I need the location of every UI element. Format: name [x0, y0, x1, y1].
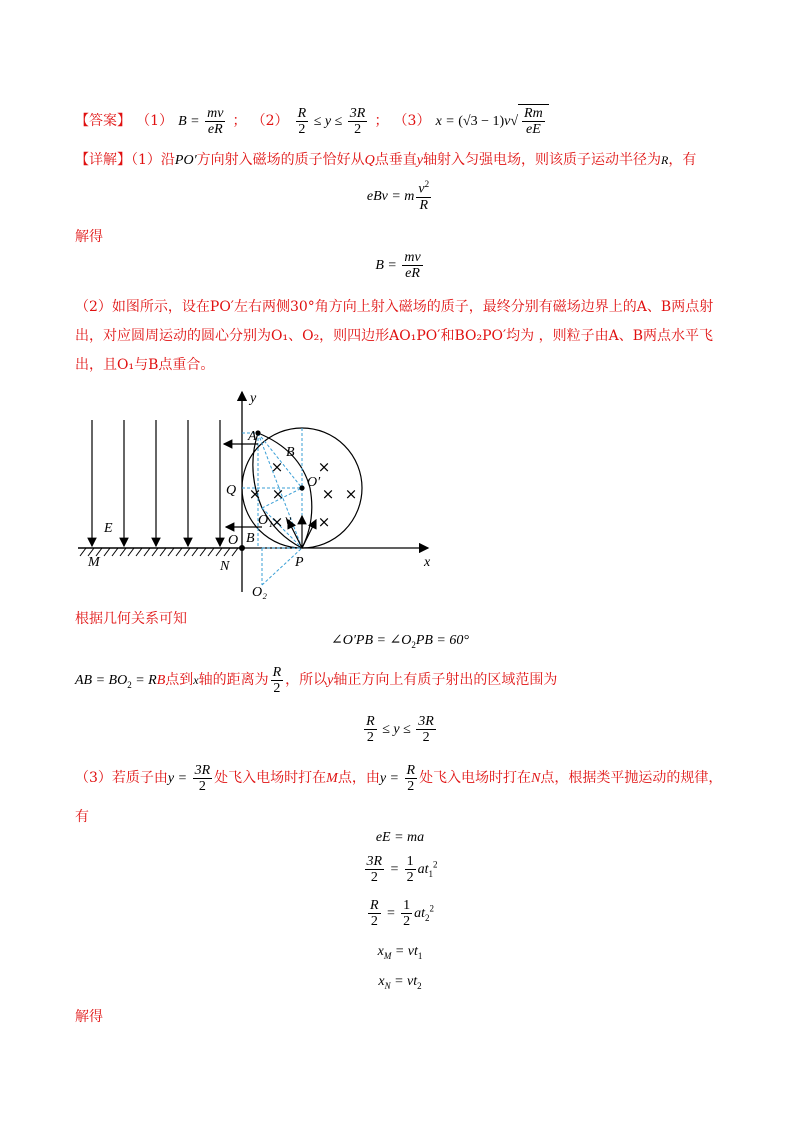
detail-line1: 【详解】（1）沿PO′方向射入磁场的质子恰好从Q点垂直y轴射入匀强电场，则该质子运动半径为R，有: [75, 152, 697, 168]
equation-B: B = $\frac{mv}{eR}$: [375, 250, 421, 282]
svg-text:×: ×: [271, 485, 285, 503]
ab-line: AB = $BO_2$ = RB点到x轴的距离为 $\frac{R}{2}$ ，所以y轴正方向上有质子射出的区域范围为: [75, 664, 558, 697]
detail-tag: 【详解】: [75, 152, 131, 168]
svg-text:×: ×: [317, 513, 331, 531]
physics-figure: [0, 380, 800, 605]
answer-line: 【答案】 （1） B = $\frac{mv}{eR}$ ； （2） $\frac{R}{2}$ ≤ y ≤ $\frac{3R}{2}$ ； （3） x = (√3 − 1)v√ $\frac{Rm}{eE}$: [75, 103, 549, 137]
svg-text:×: ×: [344, 485, 358, 503]
label-A: A: [248, 429, 257, 444]
equation-xN: $x_N = vt_2$: [378, 974, 422, 991]
label-x: x: [424, 555, 431, 570]
svg-text:×: ×: [270, 513, 284, 531]
equation-t1: $\frac{3R}{2}$ = $\frac{1}{2}$ $at_1^2$: [366, 854, 438, 886]
answer-part3-label: （3）: [393, 113, 431, 129]
svg-text:×: ×: [248, 485, 262, 503]
label-O: O: [228, 533, 239, 548]
svg-text:×: ×: [321, 485, 335, 503]
label-y: y: [250, 391, 257, 406]
label-Q: Q: [226, 483, 237, 498]
equation-range: $\frac{R}{2}$ ≤ y ≤ $\frac{3R}{2}$: [366, 714, 434, 746]
part2-text-line1: （2）如图所示，设在PO′左右两侧30°角方向上射入磁场的质子，最终分别有磁场边界上的A、B两点射: [75, 299, 714, 315]
svg-text:×: ×: [317, 458, 331, 476]
velocity-arrows: [288, 516, 316, 548]
ground-hatch: [80, 548, 238, 556]
equation-t2: $\frac{R}{2}$ = $\frac{1}{2}$ $at_2^2$: [370, 898, 434, 930]
geometry-line: 根据几何关系可知: [75, 611, 187, 627]
equation-angle: ∠O′PB = $\angle O_2PB = 60^\circ$: [331, 633, 469, 650]
part3-line: （3）若质子由y = $\frac{3R}{2}$ 处飞入电场时打在M点，由y = $\frac{R}{2}$ 处飞入电场时打在N点，根据类平抛运动的规律，: [75, 762, 723, 795]
solve-label-2: 解得: [75, 1009, 103, 1025]
equation-xM: $x_M = vt_1$: [377, 944, 423, 961]
label-N: N: [220, 559, 230, 574]
answer-3-formula: x = (√3 − 1)v√ $\frac{Rm}{eE}$: [436, 114, 549, 129]
label-E: E: [104, 521, 113, 536]
answer-tag: 【答案】: [75, 113, 131, 129]
answer-part1-label: （1）: [136, 113, 174, 129]
equation-eE: eE = ma: [375, 830, 425, 845]
label-O2: O₂: [252, 585, 267, 600]
solve-label-1: 解得: [75, 229, 103, 245]
answer-part2-label: （2）: [251, 113, 289, 129]
label-O-prime: O′: [307, 475, 321, 490]
label-B-top: B: [286, 445, 295, 460]
point-O: [239, 545, 245, 551]
equation-eBv: eBv = m $\frac{v^2}{R}$: [366, 179, 430, 214]
answer-1-formula: B = $\frac{mv}{eR}$: [178, 105, 224, 138]
point-O-prime: [299, 485, 304, 490]
label-O1: O₁: [258, 513, 273, 528]
label-M: M: [88, 555, 100, 570]
part2-text-line2: 出，对应圆周运动的圆心分别为O₁、O₂，则四边形AO₁PO′和BO₂PO′均为 ，则粒子由A、B两点水平飞: [75, 328, 714, 344]
label-B-bottom: B: [246, 531, 255, 546]
label-v: v: [285, 513, 292, 528]
part2-text-line3: 出，且O₁与B点重合。: [75, 357, 215, 373]
label-P: P: [295, 555, 304, 570]
answer-2-formula: $\frac{R}{2}$ ≤ y ≤ $\frac{3R}{2}$: [297, 105, 366, 138]
svg-text:×: ×: [270, 458, 284, 476]
part3-line2: 有: [75, 809, 89, 825]
